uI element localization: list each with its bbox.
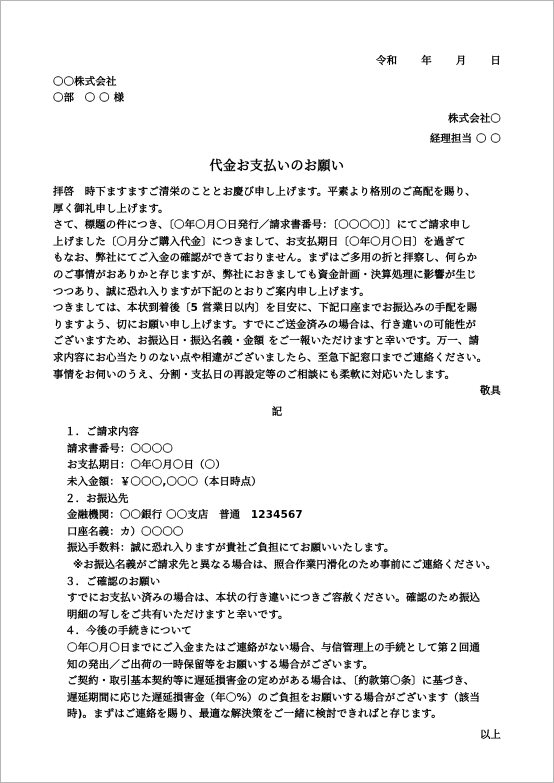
body-line: つつあり、誠に恐れ入りますが下記のとおりご案内申し上げます。	[53, 285, 370, 298]
date-month: 月	[455, 55, 467, 67]
section-line: お支払期日：〇年〇月〇日（〇）	[67, 459, 226, 472]
recipient-company: 〇〇株式会社	[53, 75, 117, 88]
body-line: ございますため、お振込日・振込名義・金額 をご一報いただけますと幸いです。万一、請	[53, 335, 480, 348]
sender-person: 経理担当 〇 〇	[429, 133, 501, 146]
document-title: 代金お支払いのお願い	[209, 158, 345, 174]
section-line: 遅延期間に応じた遅延損害金（年〇%）のご負担をお願いする場合がございます（該当	[67, 691, 481, 704]
body-line: 事情をお伺いのうえ、分割・支払日の再設定等のご相談にも柔軟に対応いたします。	[53, 368, 456, 381]
section-line: 未入金額：￥〇〇〇,〇〇〇（本日時点）	[67, 476, 262, 489]
section-heading: ４．今後の手続きについて	[65, 625, 192, 638]
sender-company: 株式会社〇	[448, 112, 501, 125]
body-line: 拝啓 時下ますますご清栄のこととお慶び申し上げます。平素より格別のご高配を賜り、	[53, 185, 476, 198]
body-line: 求内容にお心当たりのない点や相違がございましたら、至急下記窓口までご連絡ください。	[53, 351, 488, 364]
body-text	[53, 184, 501, 383]
body-line: りますよう、切にお願い申し上げます。すでにご送金済みの場合は、行き違いの可能性が	[53, 318, 477, 331]
letter-body	[53, 53, 501, 744]
section-heading: ２．お振込先	[65, 492, 129, 505]
section-line: 時)。まずはご連絡を賜り、最適な解決策をご一緒に検討できればと存じます。	[67, 708, 442, 721]
section-line: 振込手数料：誠に恐れ入りますが貴社ご負担にてお願いいたします。	[67, 542, 395, 555]
body-line: つきましては、本状到着後〔5 営業日以内〕を目安に、下記口座までお振込みの手配を賜	[53, 302, 478, 315]
closing-keigu: 敬具	[479, 385, 501, 398]
section-line: ご契約・取引基本契約等に遅延損害金の定めがある場合は、〔約款第〇条〕に基づき、	[67, 675, 475, 688]
body-line: さて、標題の件につき、〔〇年〇月〇日発行／請求書番号：〔〇〇〇〇〕〕にてご請求申し	[53, 219, 471, 232]
section-line: ※お振込名義がご請求先と異なる場合は、照合作業円滑化のため事前にご連絡ください。	[73, 559, 497, 572]
section-line: 〇年〇月〇日までにご入金またはご連絡がない場合、与信管理上の手続として第２回通	[67, 642, 481, 654]
issue-date	[53, 53, 501, 70]
body-line: 厚く御礼申し上げます。	[53, 202, 169, 215]
section-line: 明細の写しをご共有いただけますと幸いです。	[67, 608, 289, 621]
section-line: 口座名義：カ）〇〇〇〇	[67, 525, 184, 538]
ki-heading: 記	[271, 405, 283, 418]
closing-ijo: 以上	[479, 728, 501, 741]
section-heading: １．ご請求内容	[65, 426, 140, 439]
date-day: 日	[490, 55, 501, 67]
section-next-steps	[53, 623, 501, 723]
section-confirmation	[53, 574, 501, 624]
recipient-person: 〇部 〇 〇 様	[53, 92, 125, 105]
section-bank-account	[53, 491, 501, 574]
section-line: 金融機関：〇〇銀行 〇〇支店 普通 1234567	[67, 509, 303, 522]
section-line: すでにお支払い済みの場合は、本状の行き違いにつきご容赦ください。確認のため振込	[67, 592, 481, 605]
section-heading: ３．ご確認のお願い	[65, 575, 161, 588]
section-line: 請求書番号：〇〇〇〇	[67, 442, 173, 455]
body-line: のご事情がおありかと存じますが、弊社におきましても資金計画・決算処理に影響が生じ	[53, 268, 477, 281]
date-era: 令和	[376, 55, 398, 67]
date-year: 年	[421, 55, 432, 67]
section-line: 知の発出／ご出荷の一時保留等をお願いする場合がございます。	[67, 658, 374, 671]
body-line: 上げました〔〇月分ご購入代金〕につきまして、お支払期日〔〇年〇月〇日〕を過ぎて	[53, 235, 466, 248]
section-billing	[53, 424, 501, 490]
body-line: もなお、弊社にてご入金の確認ができておりません。まずはご多用の折と拝察し、何らか	[53, 252, 478, 265]
